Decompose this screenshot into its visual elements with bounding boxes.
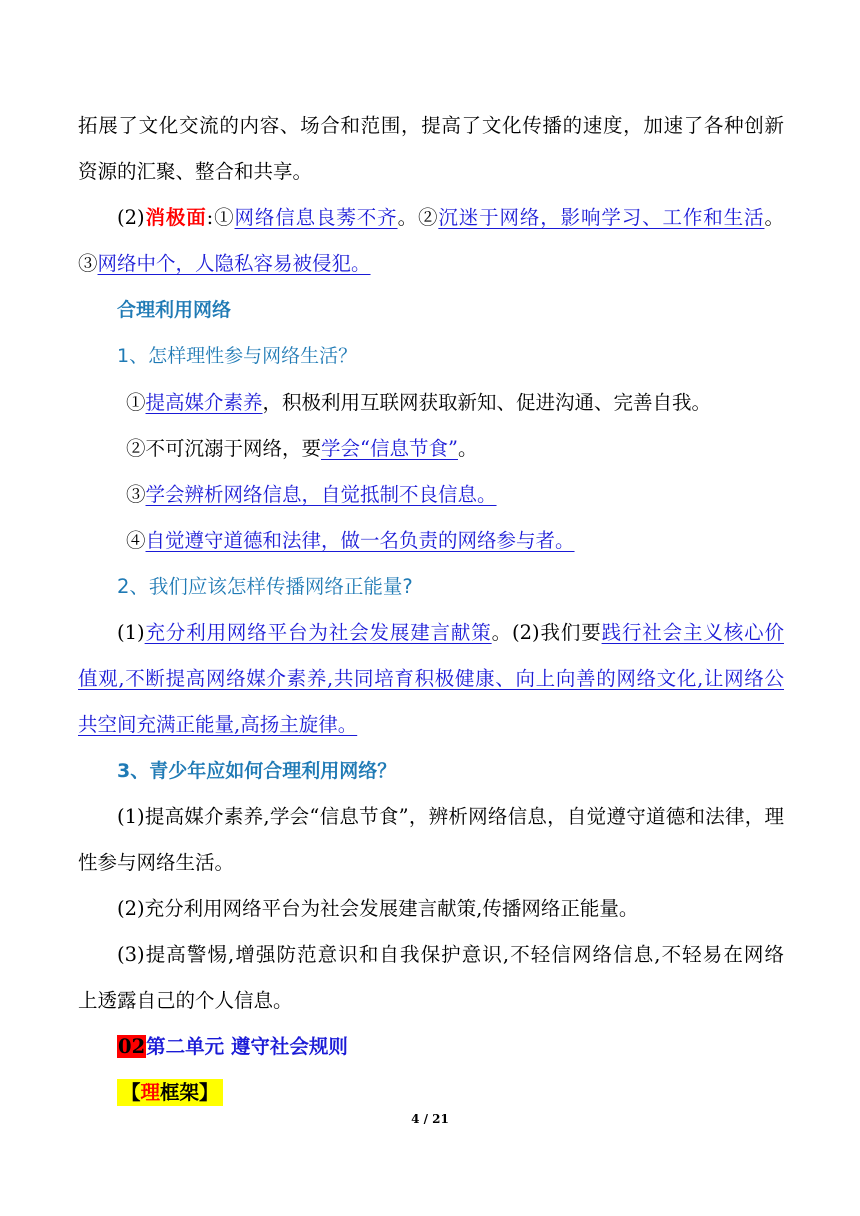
paragraph-line <box>78 710 784 740</box>
paragraph-line: (3)提高警惕,增强防范意识和自我保护意识,不轻信网络信息,不轻易在网络 <box>117 943 784 966</box>
text: (1) <box>117 621 145 644</box>
underlined-key-point: 沉迷于网络，影响学习、工作和生活 <box>438 206 765 229</box>
text: 拓展了文化交流的内容、场合和范围，提高了文化传播的速度，加速了各种创新 <box>78 114 784 137</box>
underlined-key-point: 网络中个，人隐私容易被侵犯。 <box>97 252 371 275</box>
section-title: 合理利用网络 <box>117 299 232 321</box>
text: 【 <box>121 1081 141 1104</box>
text: ④ <box>126 529 146 552</box>
underlined-key-point: 自觉遵守道德和法律，做一名负责的网络参与者。 <box>145 529 575 552</box>
negative-aspect-line <box>78 249 784 279</box>
underlined-key-point: 共空间充满正能量,高扬主旋律。 <box>78 713 358 736</box>
text: ② <box>126 437 146 460</box>
text: ① <box>126 391 146 414</box>
text: 。(2)我们要 <box>491 621 602 644</box>
negative-label: 消极面 <box>144 206 207 229</box>
page-number: 4 / 21 <box>411 1112 449 1126</box>
text: 。 <box>764 206 784 229</box>
underlined-key-point: 践行社会主义核心价 <box>601 621 784 644</box>
text: ③ <box>78 252 98 275</box>
text: 理 <box>140 1081 161 1104</box>
list-item <box>126 480 832 510</box>
list-item <box>126 434 832 464</box>
text: ，积极利用互联网获取新知、促进沟通、完善自我。 <box>262 391 712 414</box>
paragraph-line: 上透露自己的个人信息。 <box>78 989 293 1012</box>
text: 。② <box>397 206 439 229</box>
text: 2、我们应该怎样传播网络正能量? <box>117 575 413 598</box>
unit-number-badge: 02 <box>118 1035 146 1058</box>
text: 不可沉溺于网络，要 <box>145 437 322 460</box>
text: 框架】 <box>160 1081 219 1104</box>
question-title: 3、青少年应如何合理利用网络？ <box>117 760 397 782</box>
text: ③ <box>126 483 146 506</box>
underlined-key-point: 网络信息良莠不齐 <box>234 206 398 229</box>
text: (2) <box>117 206 145 229</box>
unit-title: 第二单元 遵守社会规则 <box>146 1035 348 1058</box>
underlined-key-point: 学会辨析网络信息，自觉抵制不良信息。 <box>145 483 497 506</box>
paragraph-line: 性参与网络生活。 <box>78 851 235 874</box>
paragraph-line <box>78 157 784 187</box>
paragraph-line <box>78 664 784 694</box>
question-title: 1、怎样理性参与网络生活？ <box>117 345 358 367</box>
unit-heading <box>117 1032 823 1062</box>
underlined-key-point: 值观,不断提高网络媒介素养,共同培育积极健康、向上向善的网络文化,让网络公 <box>78 667 784 690</box>
paragraph-line <box>117 618 784 648</box>
underlined-key-point: 学会“信息节食” <box>321 437 458 460</box>
list-item <box>126 388 832 418</box>
paragraph-line: (2)充分利用网络平台为社会发展建言献策,传播网络正能量。 <box>117 897 639 920</box>
question-title <box>117 572 823 602</box>
text: 。 <box>457 437 478 460</box>
text: 资源的汇聚、整合和共享。 <box>78 160 313 183</box>
framework-label-line <box>117 1078 823 1108</box>
paragraph-line <box>78 111 784 141</box>
framework-label <box>117 1079 223 1106</box>
underlined-key-point: 提高媒介素养 <box>145 391 263 414</box>
underlined-key-point: 充分利用网络平台为社会发展建言献策 <box>144 621 492 644</box>
negative-aspect-line <box>117 203 784 233</box>
list-item <box>126 526 832 556</box>
text: :① <box>206 206 235 229</box>
paragraph-line: (1)提高媒介素养,学会“信息节食”，辨析网络信息，自觉遵守道德和法律，理 <box>117 805 784 828</box>
